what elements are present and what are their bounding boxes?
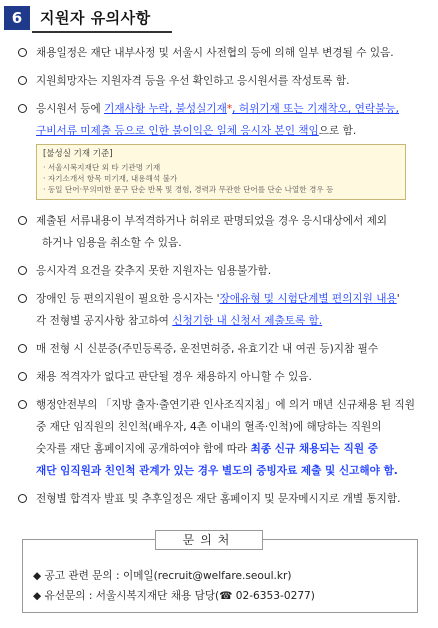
note-title: [불성실 기재 기준] [43,149,113,159]
list-item [14,338,430,360]
contact-phone: ◆ 유선문의 : 서울시복지재단 채용 담당(☎ 02-6353-0277) [33,590,315,602]
item-text: 채용 적격자가 없다고 판단될 경우 채용하지 아니할 수 있음. [36,371,312,383]
item-text: 지원희망자는 지원자격 등을 우선 확인하고 응시원서를 작성토록 함. [36,75,350,87]
circle-bullet-icon [18,372,27,381]
item-text: 장애인 등 편의지원이 필요한 응시자는 ' [36,293,220,305]
item-text: 으로 함. [318,125,357,137]
section-title: 지원자 유의사항 [40,9,151,27]
note-line: · 동일 단어·무의미한 문구 단순 반복 및 경험, 경력과 무관한 단어를 단순 나열한 경우 등 [43,185,334,194]
section-underline [32,31,172,33]
circle-bullet-icon [18,344,27,353]
item-text: 각 전형별 공지사항 참고하여 [36,315,173,327]
item-text: 숫자를 재단 홈페이지에 공개하여야 함에 따라 [36,443,251,455]
list-item [14,260,430,282]
list-item [14,42,430,64]
highlight-text: 구비서류 미제출 등으로 인한 불이익은 일체 응시자 본인 책임 [36,125,319,137]
highlight-text: 신청기한 내 신청서 제출토록 함. [172,315,323,327]
circle-bullet-icon [18,104,27,113]
notice-list [14,42,430,516]
circle-bullet-icon [18,294,27,303]
asterisk-mark: * [226,103,233,115]
item-text: 매 전형 시 신분증(주민등록증, 운전면허증, 유효기간 내 여권 등)지참 필수 [36,343,379,355]
highlight-text: 기재사항 누락, 불성실기재 [104,103,227,115]
circle-bullet-icon [18,76,27,85]
circle-bullet-icon [18,400,27,409]
list-item [14,70,430,92]
list-item [14,366,430,388]
item-text: 행정안전부의 「지방 출자·출연기관 인사조직지침」에 의거 매년 신규채용 된 직원 [36,399,415,411]
item-text: 응시원서 등에 [36,103,105,115]
circle-bullet-icon [18,266,27,275]
section-header [4,6,172,32]
list-item [14,394,430,482]
item-text: 응시자격 요건을 갖추지 못한 지원자는 임용불가함. [36,265,272,277]
item-text: 중 재단 임직원의 친인척(배우자, 4촌 이내의 혈족·인척)에 해당하는 직원의 [36,421,382,433]
item-text: 제출된 서류내용이 부적격하거나 허위로 판명되었을 경우 응시대상에서 제외 [36,215,388,227]
list-item [14,288,430,332]
circle-bullet-icon [18,48,27,57]
contact-email: ◆ 공고 관련 문의 : 이메일(recruit@welfare.seoul.kr) [33,570,292,582]
contact-title: 문의처 [155,530,263,550]
note-line: · 서울시복지재단 외 타 기관명 기재 [43,163,161,172]
list-item [14,488,430,510]
note-line: · 자기소개서 항목 미기재, 내용해석 불가 [43,174,178,183]
list-item [14,210,430,254]
item-text: 하거나 임용을 취소할 수 있음. [42,237,182,249]
item-text: 채용일정은 재단 내부사정 및 서울시 사전협의 등에 의해 일부 변경될 수 있음. [36,47,394,59]
highlight-text: 최종 신규 채용되는 직원 중 [250,443,378,455]
note-box [36,144,406,200]
highlight-text: 장애유형 및 시험단계별 편의지원 내용 [219,293,397,305]
item-text: 전형별 합격자 발표 및 추후일정은 재단 홈페이지 및 문자메시지로 개별 통지함. [36,493,401,505]
highlight-text: , 허위기재 또는 기재착오, 연락불능, [232,103,399,115]
section-number: 6 [4,6,30,30]
circle-bullet-icon [18,216,27,225]
highlight-text: 재단 임직원과 친인척 관계가 있는 경우 별도의 증빙자료 제출 및 신고해야 함. [36,465,398,477]
item-text: ' [396,293,400,305]
list-item [14,98,430,142]
circle-bullet-icon [18,494,27,503]
contact-box [22,533,418,613]
